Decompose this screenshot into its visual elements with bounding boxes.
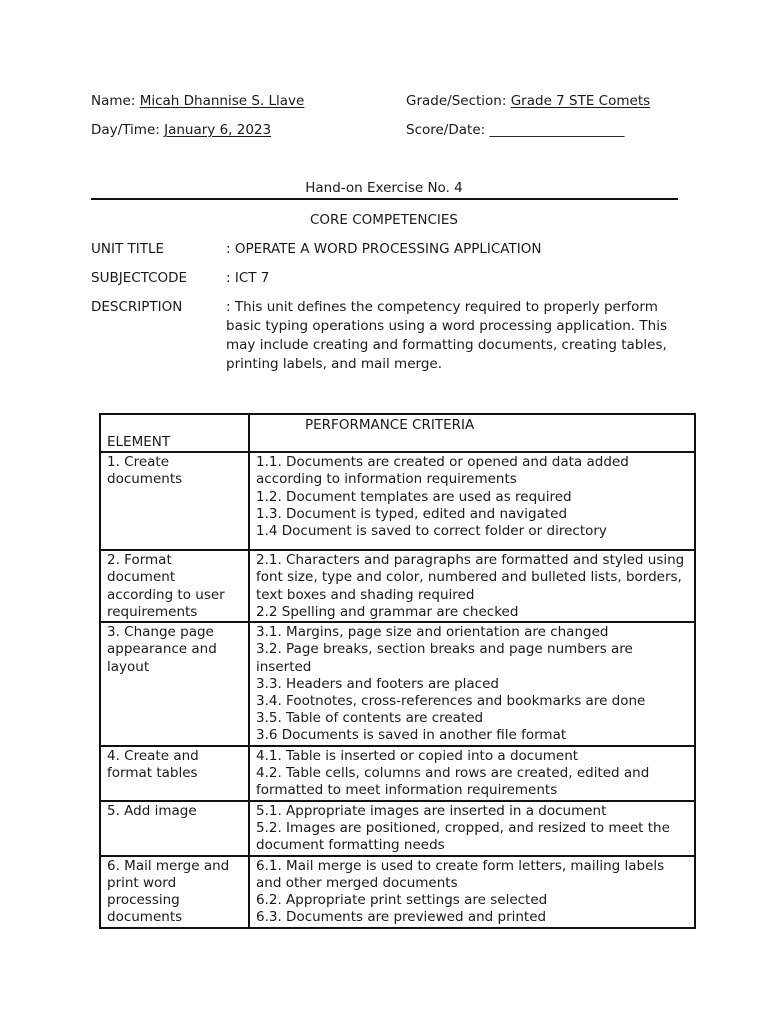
name-value: Micah Dhannise S. Llave xyxy=(139,93,305,109)
grade-label: Grade/Section: xyxy=(406,93,507,109)
criterion: 3.4. Footnotes, cross-references and bookmarks are done xyxy=(256,693,646,710)
table-row xyxy=(100,856,695,928)
header-criteria: PERFORMANCE CRITERIA xyxy=(305,417,475,433)
description-label: DESCRIPTION xyxy=(91,299,183,315)
criterion: 6.2. Appropriate print settings are selected xyxy=(256,892,548,909)
criterion: 1.3. Document is typed, edited and navigated xyxy=(256,505,568,522)
exercise-title: Hand-on Exercise No. 4 xyxy=(305,180,463,196)
criterion: 3.6 Documents is saved in another file format xyxy=(256,727,567,744)
daytime-label: Day/Time: xyxy=(91,122,160,138)
subject-code-value: : ICT 7 xyxy=(226,270,270,286)
header-element: ELEMENT xyxy=(107,434,171,450)
criterion: 4.1. Table is inserted or copied into a document xyxy=(256,747,579,764)
header-element-cell xyxy=(100,414,249,452)
element-cell: 1. Create documents xyxy=(100,452,249,550)
criterion: 3.2. Page breaks, section breaks and page numbers are inserted xyxy=(256,641,633,675)
criterion: 4.2. Table cells, columns and rows are created, edited and formatted to meet information requirements xyxy=(256,764,650,799)
description-value: : This unit defines the competency required to properly perform basic typing operations using a word processing application. This may include creating and formatting documents, creating tables, printing labels, and mail merge. xyxy=(226,299,667,372)
name-label: Name: xyxy=(91,93,136,109)
criterion: 1.1. Documents are created or opened and data added according to information requirements xyxy=(256,454,629,488)
unit-title-value: : OPERATE A WORD PROCESSING APPLICATION xyxy=(226,241,542,257)
table-row xyxy=(100,452,695,550)
criterion: 6.1. Mail merge is used to create form letters, mailing labels and other merged documents xyxy=(256,857,665,891)
daytime-field xyxy=(91,122,271,138)
criterion: 3.3. Headers and footers are placed xyxy=(256,675,499,692)
criterion: 2.2 Spelling and grammar are checked xyxy=(256,603,519,620)
criteria-cell xyxy=(249,452,695,550)
table-row xyxy=(100,550,695,622)
score-label: Score/Date: xyxy=(406,122,486,138)
table-row xyxy=(100,622,695,745)
table-row xyxy=(100,801,695,856)
criteria-cell xyxy=(249,746,695,801)
section-title: CORE COMPETENCIES xyxy=(309,212,458,228)
criteria-cell xyxy=(249,856,695,928)
element-cell: 6. Mail merge and print word processing documents xyxy=(100,856,249,928)
grade-section-field xyxy=(406,93,650,109)
element-cell: 5. Add image xyxy=(100,801,249,856)
element-cell: 3. Change page appearance and layout xyxy=(100,622,249,745)
score-date-field xyxy=(406,122,624,138)
criterion: 1.2. Document templates are used as required xyxy=(256,488,572,505)
element-cell: 4. Create and format tables xyxy=(100,746,249,801)
criterion: 2.1. Characters and paragraphs are formatted and styled using font size, type and color, numbered and bulleted lists, borders, text boxes and shading required xyxy=(256,552,685,603)
horizontal-rule xyxy=(91,198,678,200)
table-header-row xyxy=(100,414,695,452)
element-cell: 2. Format document according to user requirements xyxy=(100,550,249,622)
score-value: ____________________ xyxy=(489,122,625,138)
daytime-value: January 6, 2023 xyxy=(164,122,272,138)
name-field xyxy=(91,93,304,109)
criterion: 3.1. Margins, page size and orientation are changed xyxy=(256,624,609,641)
grade-value: Grade 7 STE Comets xyxy=(510,93,651,109)
header-criteria-cell xyxy=(249,414,695,452)
table-row xyxy=(100,746,695,801)
criteria-cell xyxy=(249,801,695,856)
criterion: 5.1. Appropriate images are inserted in a document xyxy=(256,802,607,819)
unit-title-label: UNIT TITLE xyxy=(91,241,165,257)
criterion: 1.4 Document is saved to correct folder or directory xyxy=(256,523,607,540)
criteria-cell xyxy=(249,550,695,622)
criterion: 3.5. Table of contents are created xyxy=(256,710,484,727)
criterion: 5.2. Images are positioned, cropped, and resized to meet the document formatting needs xyxy=(256,819,670,854)
criterion: 6.3. Documents are previewed and printed xyxy=(256,909,547,926)
competency-table xyxy=(99,413,696,929)
subject-code-label: SUBJECTCODE xyxy=(91,270,188,286)
criteria-cell xyxy=(249,622,695,745)
